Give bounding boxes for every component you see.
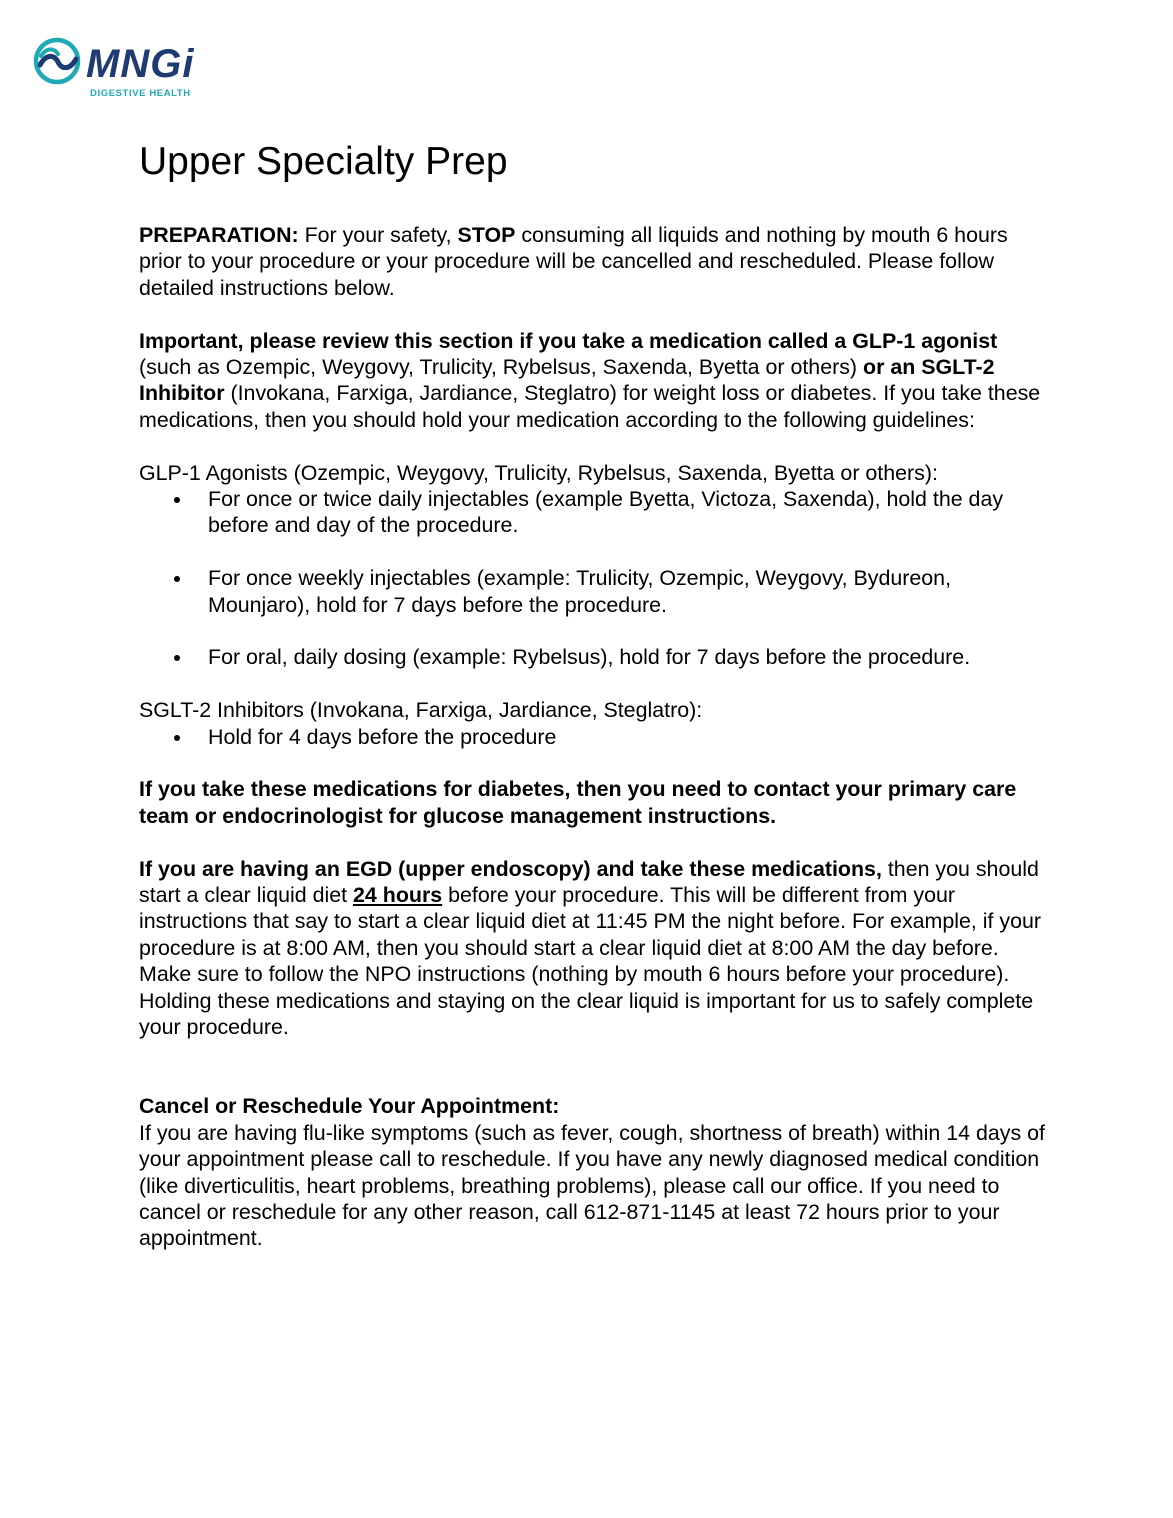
glp1-list xyxy=(139,486,1049,671)
stop-emphasis: STOP xyxy=(457,223,516,247)
important-bold-2: or an SGLT-2 Inhibitor xyxy=(139,355,995,406)
list-item: For once weekly injectables (example: Trulicity, Ozempic, Weygovy, Bydureon, Mounjaro), hold for 7 days before the procedure. xyxy=(208,565,1049,618)
logo-tagline: DIGESTIVE HEALTH xyxy=(90,88,191,99)
preparation-label: PREPARATION: xyxy=(139,223,299,247)
list-item: Hold for 4 days before the procedure xyxy=(208,724,1049,750)
twenty-four-hours-emphasis: 24 hours xyxy=(353,883,443,908)
logo-wordmark: MNGi xyxy=(86,42,195,86)
list-item: For oral, daily dosing (example: Rybelsus), hold for 7 days before the procedure. xyxy=(208,644,1049,670)
page-title: Upper Specialty Prep xyxy=(139,140,508,183)
important-text-1: (such as Ozempic, Weygovy, Trulicity, Rybelsus, Saxenda, Byetta or others) xyxy=(139,355,863,380)
preparation-paragraph xyxy=(139,222,1049,301)
important-bold-1: Important, please review this section if you take a medication called a GLP-1 agonist xyxy=(139,328,998,353)
list-item: For once or twice daily injectables (example Byetta, Victoza, Saxenda), hold the day before and day of the procedure. xyxy=(208,486,1049,539)
document-body xyxy=(139,138,1049,1252)
diabetes-note-text: If you take these medications for diabetes, then you need to contact your primary care team or endocrinologist for glucose management instructions. xyxy=(139,777,1017,828)
mngi-logo xyxy=(32,34,252,100)
cancel-heading xyxy=(139,1093,1049,1119)
egd-paragraph xyxy=(139,856,1049,1041)
diabetes-note xyxy=(139,776,1049,829)
important-text-2: (Invokana, Farxiga, Jardiance, Steglatro) for weight loss or diabetes. If you take these medications, then you should hold your medication according to the following guidelines: xyxy=(139,381,1041,432)
glp1-heading: GLP-1 Agonists (Ozempic, Weygovy, Trulicity, Rybelsus, Saxenda, Byetta or others): xyxy=(139,460,938,485)
preparation-text-2: consuming all liquids and nothing by mouth 6 hours prior to your procedure or your procedure will be cancelled and rescheduled. Please follow detailed instructions below. xyxy=(139,223,1008,300)
important-paragraph xyxy=(139,328,1049,434)
cancel-heading-text: Cancel or Reschedule Your Appointment: xyxy=(139,1094,560,1119)
logo-mark-icon xyxy=(36,40,78,82)
egd-bold: If you are having an EGD (upper endoscopy) and take these medications, xyxy=(139,856,882,881)
sglt2-heading: SGLT-2 Inhibitors (Invokana, Farxiga, Jardiance, Steglatro): xyxy=(139,698,703,723)
egd-text-1: then you should start a clear liquid diet xyxy=(139,856,1039,908)
sglt2-list xyxy=(139,724,1049,750)
egd-text-2: before your procedure. This will be different from your instructions that say to start a clear liquid diet at 11:45 PM the night before. For example, if your procedure is at 8:00 AM, then you should start a clear liquid diet at 8:00 AM the day before. Make sure to follow the NPO instructions (nothing by mouth 6 hours before your procedure). Holding these medications and staying on the clear liquid is important for us to safely complete your procedure. xyxy=(139,883,1042,1040)
cancel-body: If you are having flu-like symptoms (such as fever, cough, shortness of breath) within 14 days of your appointment please call to reschedule. If you have any newly diagnosed medical condition (like diverticulitis, heart problems, breathing problems), please call our office. If you need to cancel or reschedule for any other reason, call 612-871-1145 at least 72 hours prior to your appointment. xyxy=(139,1120,1045,1251)
preparation-text-1: For your safety, xyxy=(298,223,458,247)
logo-graphic xyxy=(32,34,252,100)
